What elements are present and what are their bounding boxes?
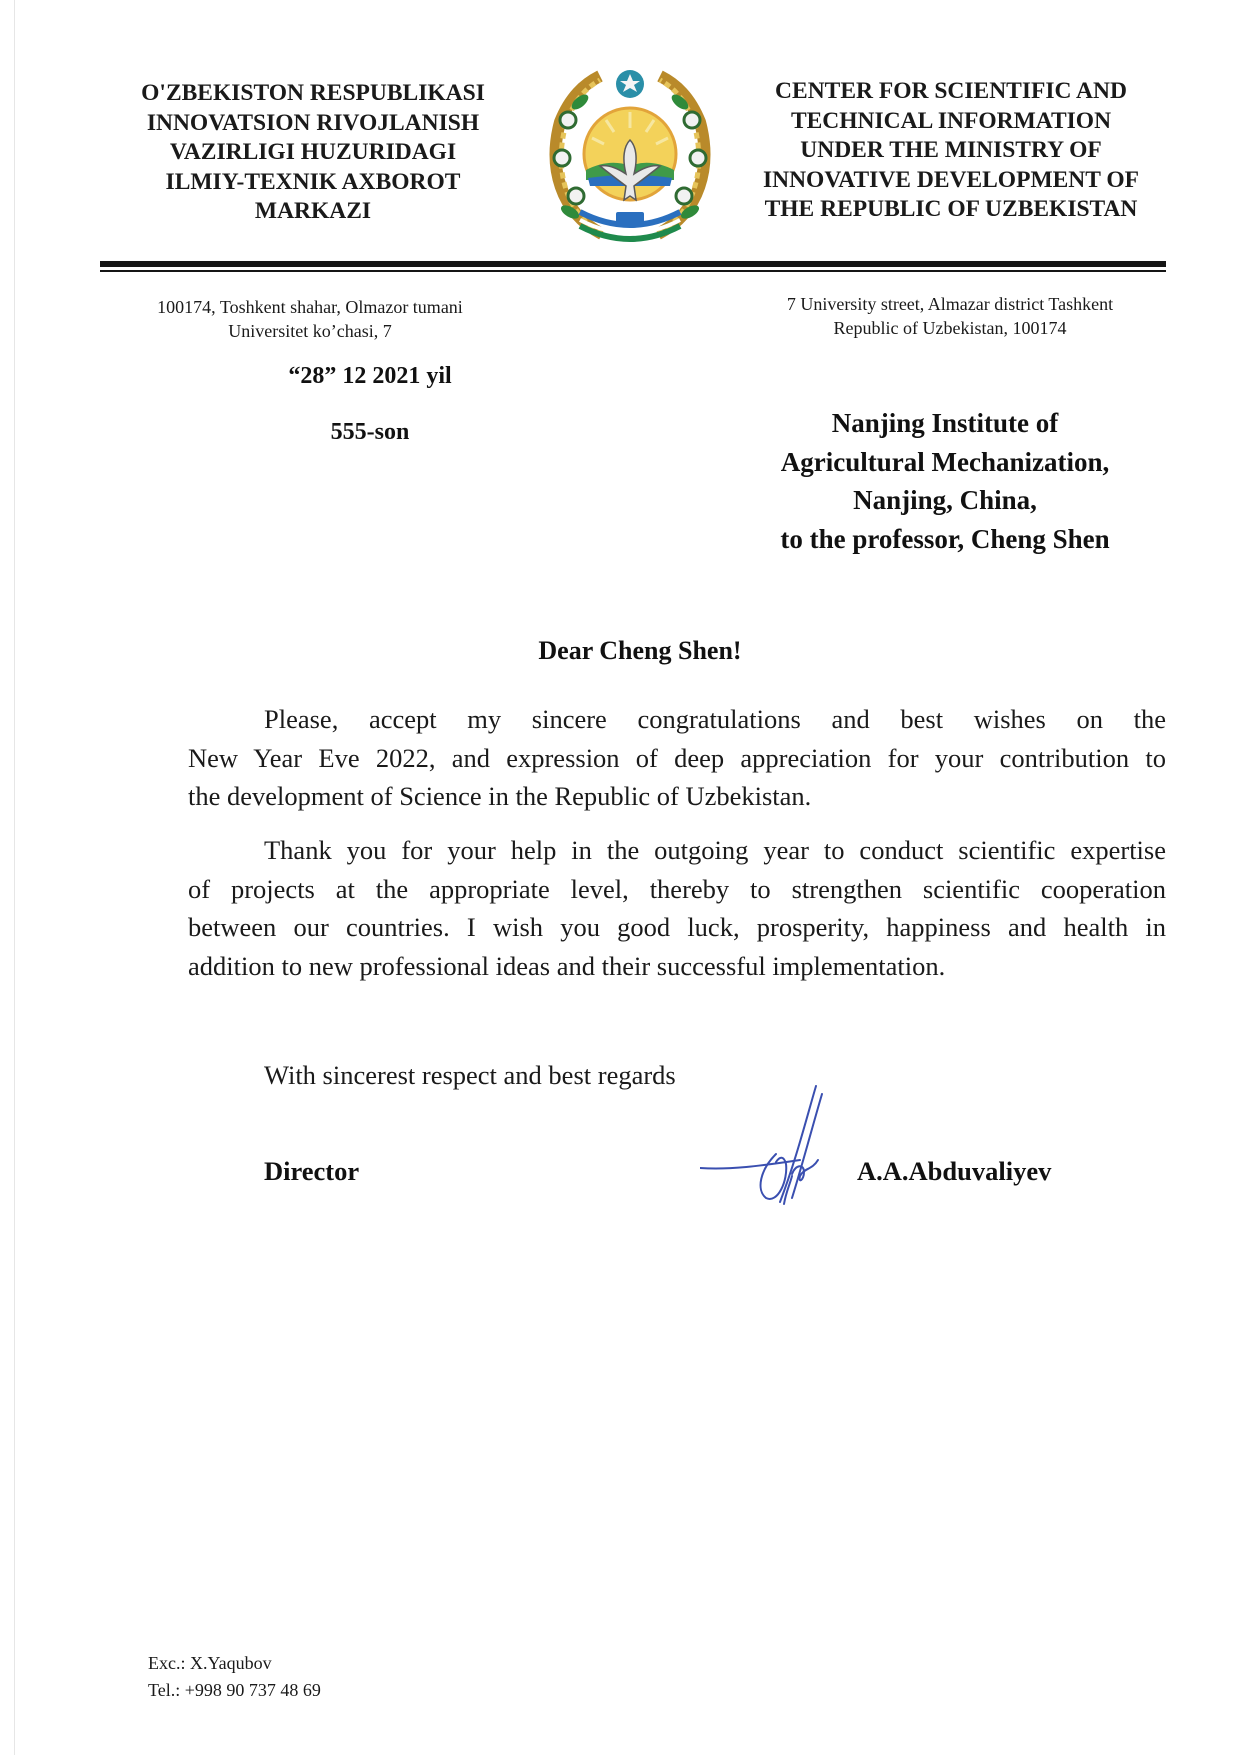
paragraph-line: the development of Science in the Republic of Uzbekistan. [188,781,812,811]
recipient-block [740,404,1150,558]
header-divider-thick [100,261,1166,267]
salutation: Dear Cheng Shen! [538,636,742,665]
header-left-uz [110,79,516,227]
address-en [740,292,1160,340]
signer-title: Director [264,1156,360,1186]
paragraph-line: New Year Eve 2022, and expression of deep appreciation for your contribution to [188,742,1166,773]
paragraph-line: Please, accept my sincere congratulations and best wishes on the [264,704,1166,734]
closing-phrase: With sincerest respect and best regards [264,1060,676,1090]
header-right-en [735,77,1167,225]
header-right-line: TECHNICAL INFORMATION [790,107,1112,134]
header-left-line: INNOVATSION RIVOJLANISH [146,109,480,136]
address-uz-line: Universitet ko’chasi, 7 [228,321,392,341]
executor-phone: Tel.: +998 90 737 48 69 [148,1680,321,1700]
paragraph-line: addition to new professional ideas and their successful implementation. [188,950,946,981]
state-emblem-icon [540,62,720,246]
recipient-line: Nanjing Institute of [831,408,1059,438]
address-en-line: Republic of Uzbekistan, 100174 [833,318,1067,338]
header-left-line: O'ZBEKISTON RESPUBLIKASI [141,80,485,106]
recipient-line: Nanjing, China, [853,485,1037,515]
paragraph-congratulations [188,700,1166,816]
header-left-line: MARKAZI [254,198,372,224]
header-right-line: THE REPUBLIC OF UZBEKISTAN [764,196,1138,222]
header-left-line: VAZIRLIGI HUZURIDAGI [169,139,457,165]
paragraph-line: of projects at the appropriate level, thereby to strengthen scientific cooperation [188,873,1166,904]
recipient-line: Agricultural Mechanization, [780,446,1110,477]
header-right-line: INNOVATIVE DEVELOPMENT OF [762,166,1140,193]
executor-footer [148,1650,321,1704]
address-uz [120,295,500,343]
address-en-line: 7 University street, Almazar district Tashkent [786,294,1114,314]
recipient-line: to the professor, Cheng Shen [780,523,1110,554]
signature-icon [700,1080,840,1220]
address-uz-line: 100174, Toshkent shahar, Olmazor tumani [157,297,463,317]
letter-date: “28” 12 2021 yil [288,363,452,389]
paragraph-thanks [188,831,1166,985]
paragraph-line: Thank you for your help in the outgoing year to conduct scientific expertise [264,835,1166,865]
header-divider-thin [100,270,1166,272]
header-right-line: CENTER FOR SCIENTIFIC AND [775,78,1127,104]
header-right-line: UNDER THE MINISTRY OF [800,137,1102,163]
header-left-line: ILMIY-TEXNIK AXBOROT [165,168,461,195]
letter-number: 555-son [330,419,410,445]
signer-name: A.A.Abduvaliyev [857,1156,1052,1186]
scan-edge [14,0,15,1755]
executor-name: Exc.: X.Yaqubov [148,1653,272,1673]
paragraph-line: between our countries. I wish you good luck, prosperity, happiness and health in [188,912,1166,942]
